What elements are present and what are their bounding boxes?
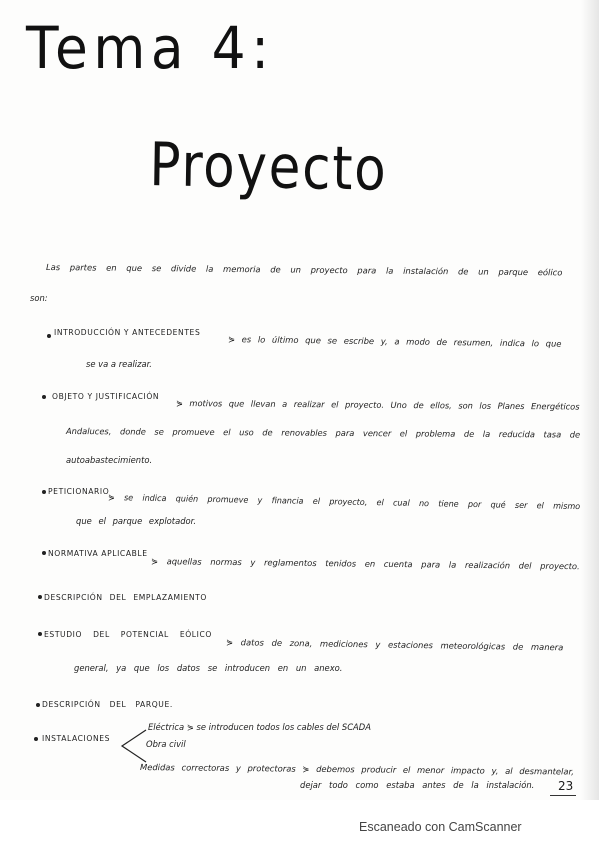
item-text: general, ya que los datos se introducen en un anexo.: [74, 663, 343, 673]
item-heading: INSTALACIONES: [42, 734, 111, 743]
page-title: Tema 4:: [26, 14, 275, 82]
branch-brace: [118, 726, 148, 766]
item-heading: NORMATIVA APLICABLE: [48, 549, 148, 558]
item-heading: DESCRIPCIÓN DEL PARQUE.: [42, 700, 173, 709]
item-text: ⋟ aquellas normas y reglamentos tenidos en cuenta para la realización del proyecto.: [150, 556, 580, 572]
bullet: [38, 595, 42, 599]
item-text: ⋟ se indica quién promueve y financia el proyecto, el cual no tiene por qué ser el mismo: [107, 492, 581, 512]
bullet: [34, 737, 38, 741]
item-heading: DESCRIPCIÓN DEL EMPLAZAMIENTO: [44, 593, 207, 602]
item-heading: ESTUDIO DEL POTENCIAL EÓLICO: [44, 630, 212, 639]
bullet: [36, 703, 40, 707]
branch-text: Obra civil: [146, 739, 186, 749]
item-heading: PETICIONARIO: [48, 487, 110, 496]
item-text: Andaluces, donde se promueve el uso de renovables para vencer el problema de la reducida tasa de: [65, 426, 581, 440]
item-heading: INTRODUCCIÓN Y ANTECEDENTES: [54, 328, 201, 337]
item-text: ⋟ es lo último que se escribe y, a modo de resumen, indica lo que: [227, 334, 562, 349]
item-text: que el parque explotador.: [76, 516, 196, 526]
branch-text: Medidas correctoras y protectoras ⋟ debemos producir el menor impacto y, al desmantelar,: [139, 762, 574, 777]
bullet: [38, 632, 42, 636]
page-edge-shadow: [581, 0, 599, 812]
item-heading: OBJETO Y JUSTIFICACIÓN: [52, 392, 160, 401]
branch-text: dejar todo como estaba antes de la instalación.: [300, 780, 535, 790]
item-text: ⋟ motivos que llevan a realizar el proyecto. Uno de ellos, son los Planes Energéticos: [175, 398, 580, 412]
item-text: autoabastecimiento.: [66, 455, 153, 465]
bullet: [42, 395, 46, 399]
scanner-watermark: Escaneado con CamScanner: [359, 820, 522, 834]
page-number: 23: [558, 779, 574, 793]
page-subtitle: Proyecto: [148, 130, 389, 205]
bullet: [42, 490, 46, 494]
bullet: [47, 334, 51, 338]
bullet: [42, 551, 46, 555]
page-number-underline: [550, 795, 576, 796]
intro-line-1: Las partes en que se divide la memoria de un proyecto para la instalación de un parque eólico: [45, 262, 563, 278]
item-text: se va a realizar.: [86, 359, 152, 369]
intro-line-2: son:: [30, 293, 48, 303]
branch-text: Eléctrica ⋟ se introducen todos los cables del SCADA: [148, 722, 371, 732]
item-text: ⋟ datos de zona, mediciones y estaciones meteorológicas de manera: [225, 637, 564, 653]
